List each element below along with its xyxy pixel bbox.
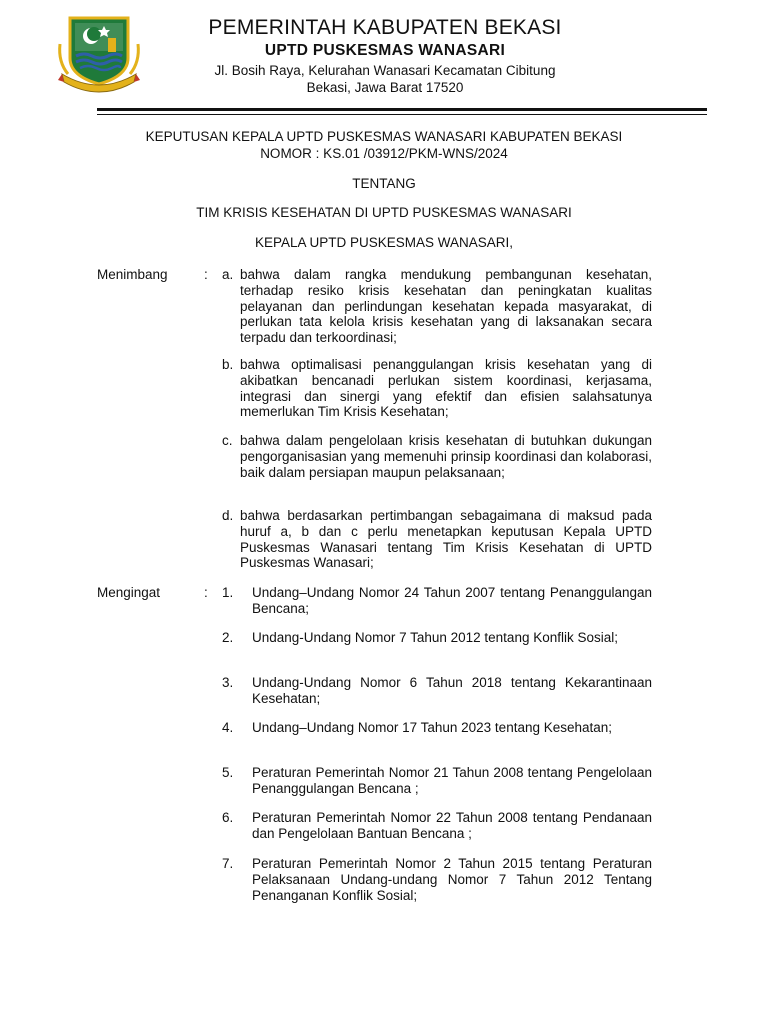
- decree-subject: TIM KRISIS KESEHATAN DI UPTD PUSKESMAS WANASARI: [196, 205, 572, 220]
- item-marker: 6.: [222, 810, 234, 825]
- item-marker: 3.: [222, 675, 234, 690]
- item-text: Undang-Undang Nomor 7 Tahun 2012 tentang Konflik Sosial;: [252, 630, 618, 645]
- mengingat-colon: :: [204, 585, 208, 600]
- mengingat-item-6: [222, 810, 652, 842]
- item-marker: 5.: [222, 765, 234, 780]
- decree-issuer: KEPALA UPTD PUSKESMAS WANASARI,: [254, 235, 514, 250]
- letterhead-rule-thick: [97, 108, 707, 111]
- mengingat-item-5: [222, 765, 652, 797]
- address-line-2: Bekasi, Jawa Barat 17520: [306, 80, 464, 95]
- item-marker: c.: [222, 433, 233, 448]
- item-text: Undang-Undang Nomor 6 Tahun 2018 tentang Kekarantinaan Kesehatan;: [252, 675, 652, 706]
- mengingat-item-7: [222, 856, 652, 903]
- item-text: bahwa dalam pengelolaan krisis kesehatan di butuhkan dukungan pengorganisasian yang memenuhi prinsip koordinasi dan kolaborasi, baik dalam persiapan maupun pelaksanaan;: [240, 433, 652, 480]
- item-text: bahwa berdasarkan pertimbangan sebagaimana di maksud pada huruf a, b dan c perlu menetapkan keputusan Kepala UPTD Puskesmas Wanasari tentang Tim Krisis Kesehatan di UPTD Puskesmas Wanasari;: [240, 508, 652, 571]
- item-marker: 7.: [222, 856, 234, 871]
- decree-number: NOMOR : KS.01 /03912/PKM-WNS/2024: [260, 146, 508, 161]
- unit-name: UPTD PUSKESMAS WANASARI: [264, 42, 506, 59]
- decree-title: KEPUTUSAN KEPALA UPTD PUSKESMAS WANASARI KABUPATEN BEKASI: [145, 129, 623, 144]
- item-text: Peraturan Pemerintah Nomor 21 Tahun 2008 tentang Pengelolaan Penanggulangan Bencana ;: [252, 765, 652, 796]
- item-text: Peraturan Pemerintah Nomor 22 Tahun 2008 tentang Pendanaan dan Pengelolaan Bantuan Bencana ;: [252, 810, 652, 841]
- menimbang-item-a: [222, 267, 652, 346]
- item-marker: b.: [222, 357, 234, 372]
- menimbang-label: Menimbang: [97, 267, 168, 282]
- mengingat-item-4: [222, 720, 652, 736]
- item-text: Undang–Undang Nomor 24 Tahun 2007 tentang Penanggulangan Bencana;: [252, 585, 652, 616]
- item-marker: a.: [222, 267, 234, 282]
- government-name: PEMERINTAH KABUPATEN BEKASI: [208, 16, 562, 39]
- item-text: bahwa dalam rangka mendukung pembangunan kesehatan, terhadap resiko krisis kesehatan dan peningkatan kualitas pelayanan dan perlindungan kesehatan kepada masyarakat, di perlukan tata kelola krisis kesehatan yang di laksanakan secara terpadu dan terkoordinasi;: [240, 267, 652, 346]
- item-marker: 4.: [222, 720, 234, 735]
- mengingat-item-2: [222, 630, 652, 646]
- item-text: Peraturan Pemerintah Nomor 2 Tahun 2015 tentang Peraturan Pelaksanaan Undang-undang Nomor 7 Tahun 2012 Tentang Penanganan Konflik Sosial;: [252, 856, 652, 903]
- bekasi-regency-crest-icon: [56, 14, 142, 94]
- item-marker: 1.: [222, 585, 234, 600]
- letterhead-rule-thin: [97, 114, 707, 115]
- item-text: bahwa optimalisasi penanggulangan krisis kesehatan yang di akibatkan bencanadi perlukan sistem koordinasi, kerjasama, integrasi dan sinergi yang efektif dan efisien salahsatunya memerlukan Tim Krisis Kesehatan;: [240, 357, 652, 420]
- letterhead: [0, 0, 768, 112]
- menimbang-item-b: [222, 357, 652, 420]
- menimbang-colon: :: [204, 267, 208, 282]
- item-marker: d.: [222, 508, 234, 523]
- item-text: Undang–Undang Nomor 17 Tahun 2023 tentang Kesehatan;: [252, 720, 613, 735]
- mengingat-item-1: [222, 585, 652, 617]
- decree-about: TENTANG: [352, 176, 416, 191]
- mengingat-item-3: [222, 675, 652, 707]
- menimbang-item-c: [222, 433, 652, 480]
- menimbang-item-d: [222, 508, 652, 571]
- item-marker: 2.: [222, 630, 234, 645]
- mengingat-label: Mengingat: [97, 585, 161, 600]
- address-line-1: Jl. Bosih Raya, Kelurahan Wanasari Kecamatan Cibitung: [214, 63, 556, 78]
